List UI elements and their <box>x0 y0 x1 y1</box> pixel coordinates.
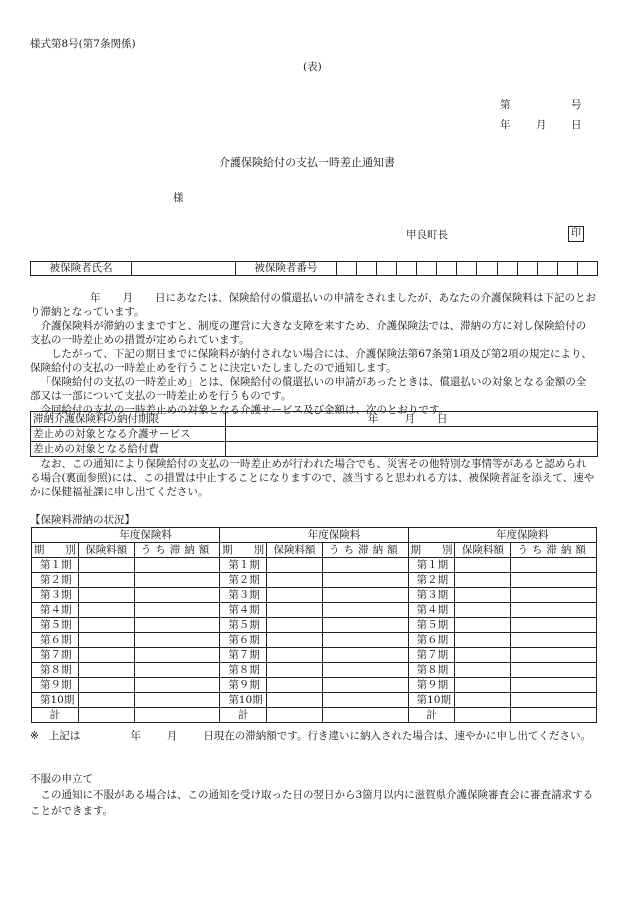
overdue-cell <box>323 693 409 708</box>
overdue-cell <box>511 618 597 633</box>
table-row <box>32 618 597 633</box>
notice-paragraph: なお、この通知により保険給付の支払の一時差止めが行われた場合でも、災害その他特別な事情等があると認められる場合(裏面参照)には、この措置は中止することになりますので、該当すると思われる方は、被保険者証を添えて、速やかに保健福祉課に申し出てください。 <box>30 458 595 498</box>
deadline-value <box>226 412 598 427</box>
insured-number-cell <box>577 262 597 276</box>
period-label: 第６期 <box>408 633 455 648</box>
period-label: 第２期 <box>32 573 79 588</box>
amount-cell <box>455 618 511 633</box>
total-amount-cell <box>267 708 323 723</box>
period-label: 第２期 <box>408 573 455 588</box>
date-nen: 年 <box>500 119 511 131</box>
col-overdue-header: うち滞納額 <box>511 543 597 558</box>
service-label: 差止めの対象となる介護サービス <box>31 427 226 442</box>
total-amount-cell <box>455 708 511 723</box>
insured-number-cell <box>357 262 377 276</box>
total-label: 計 <box>408 708 455 723</box>
period-label: 第９期 <box>32 678 79 693</box>
overdue-cell <box>134 678 220 693</box>
table-row <box>32 558 597 573</box>
amount-cell <box>455 678 511 693</box>
period-label: 第６期 <box>220 633 267 648</box>
col-amount-header: 保険料額 <box>78 543 134 558</box>
col-period-header: 期 別 <box>32 543 79 558</box>
col-amount-header: 保険料額 <box>455 543 511 558</box>
period-label: 第５期 <box>220 618 267 633</box>
overdue-cell <box>511 603 597 618</box>
p1-gatsu: 月 <box>122 292 133 304</box>
insured-name-value <box>132 262 235 276</box>
side-label: (表) <box>303 61 322 73</box>
col-period-header: 期 別 <box>408 543 455 558</box>
paragraph-4: 「保険給付の支払の一時差止め」とは、保険給付の償還払いの申請があったときは、償還払いの対象となる金額の全部又は一部について支払の一時差止めを行うものです。 <box>30 376 587 402</box>
appeal-heading: 不服の申立て <box>30 773 93 785</box>
total-overdue-cell <box>134 708 220 723</box>
total-label: 計 <box>32 708 79 723</box>
period-label: 第10期 <box>32 693 79 708</box>
total-overdue-cell <box>323 708 409 723</box>
overdue-cell <box>134 588 220 603</box>
deadline-gatsu: 月 <box>404 413 415 425</box>
table-row <box>32 663 597 678</box>
overdue-cell <box>134 648 220 663</box>
amount-cell <box>267 573 323 588</box>
period-label: 第10期 <box>408 693 455 708</box>
insured-number-cell <box>457 262 477 276</box>
doc-number-dai: 第 <box>500 99 511 111</box>
table-row <box>32 603 597 618</box>
overdue-cell <box>511 678 597 693</box>
footnote-line <box>30 729 596 743</box>
insured-number-label: 被保険者番号 <box>235 262 336 276</box>
amount-cell <box>78 648 134 663</box>
table-row <box>32 693 597 708</box>
footnote-gatsu: 月 <box>166 730 178 742</box>
amount-cell <box>78 618 134 633</box>
deadline-label: 滞納介護保険料の納付期限 <box>31 412 226 427</box>
amount-cell <box>267 663 323 678</box>
amount-cell <box>267 618 323 633</box>
amount-cell <box>267 693 323 708</box>
overdue-cell <box>134 573 220 588</box>
paragraph-1 <box>30 291 596 319</box>
col-overdue-header: うち滞納額 <box>323 543 409 558</box>
period-label: 第５期 <box>408 618 455 633</box>
amount-cell <box>78 663 134 678</box>
period-label: 第７期 <box>220 648 267 663</box>
year-header: 年度保険料 <box>32 528 220 543</box>
year-header: 年度保険料 <box>220 528 408 543</box>
amount-cell <box>78 558 134 573</box>
overdue-cell <box>323 633 409 648</box>
period-label: 第２期 <box>220 573 267 588</box>
insured-name-label: 被保険者氏名 <box>31 262 132 276</box>
insured-number-cell <box>397 262 417 276</box>
period-label: 第８期 <box>32 663 79 678</box>
p1-nen: 年 <box>90 292 101 304</box>
service-value <box>226 427 598 442</box>
total-amount-cell <box>78 708 134 723</box>
table-row <box>32 588 597 603</box>
overdue-cell <box>323 588 409 603</box>
col-period-header: 期 別 <box>220 543 267 558</box>
paragraph-5: 今回給付の支払の一時差止めの対象となる介護サービス及び金額は、次のとおりです。 <box>40 404 450 416</box>
overdue-cell <box>323 573 409 588</box>
benefit-value <box>226 442 598 457</box>
overdue-cell <box>323 663 409 678</box>
amount-cell <box>78 588 134 603</box>
paragraph-3: したがって、下記の期日までに保険料が納付されない場合には、介護保険法第67条第1項及び第2項の規定により、保険給付の支払の一時差止めを行うことに決定いたしましたので通知します。 <box>30 348 593 374</box>
table-row <box>32 573 597 588</box>
doc-number-gou: 号 <box>571 99 582 111</box>
table-row <box>32 678 597 693</box>
recipient-suffix: 様 <box>173 192 184 204</box>
total-label: 計 <box>220 708 267 723</box>
amount-cell <box>267 603 323 618</box>
amount-cell <box>267 558 323 573</box>
overdue-cell <box>511 573 597 588</box>
period-label: 第５期 <box>32 618 79 633</box>
arrears-status-table <box>31 527 597 723</box>
date-gatsu: 月 <box>536 119 547 131</box>
insured-number-cell <box>477 262 497 276</box>
overdue-cell <box>511 648 597 663</box>
table-row <box>32 648 597 663</box>
period-label: 第４期 <box>32 603 79 618</box>
overdue-cell <box>323 603 409 618</box>
amount-cell <box>267 588 323 603</box>
overdue-cell <box>323 618 409 633</box>
period-label: 第１期 <box>220 558 267 573</box>
footnote-text: 日現在の滞納額です。行き違いに納入された場合は、速やかに申し出てください。 <box>203 730 591 742</box>
insured-number-cell <box>417 262 437 276</box>
form-number: 様式第8号(第7条関係) <box>30 38 136 50</box>
period-label: 第７期 <box>408 648 455 663</box>
overdue-cell <box>511 558 597 573</box>
year-header: 年度保険料 <box>408 528 596 543</box>
overdue-cell <box>134 693 220 708</box>
period-label: 第９期 <box>220 678 267 693</box>
col-amount-header: 保険料額 <box>267 543 323 558</box>
footnote-nen: 年 <box>130 730 141 742</box>
footnote <box>30 729 596 743</box>
amount-cell <box>78 633 134 648</box>
amount-cell <box>267 678 323 693</box>
overdue-cell <box>511 693 597 708</box>
footnote-prefix: 上記は <box>48 730 81 742</box>
period-label: 第４期 <box>408 603 455 618</box>
period-label: 第６期 <box>32 633 79 648</box>
period-label: 第３期 <box>32 588 79 603</box>
insured-number-cell <box>377 262 397 276</box>
period-label: 第８期 <box>408 663 455 678</box>
overdue-cell <box>134 618 220 633</box>
footnote-mark: ※ <box>30 730 39 742</box>
appeal-text <box>30 787 596 819</box>
overdue-cell <box>323 648 409 663</box>
amount-cell <box>455 588 511 603</box>
p1-text: 日にあなたは、保険給付の償還払いの申請をされましたが、あなたの介護保険料は下記のとおり滞納となっています。 <box>30 292 596 318</box>
overdue-cell <box>134 663 220 678</box>
amount-cell <box>455 633 511 648</box>
table-row <box>32 633 597 648</box>
amount-cell <box>455 648 511 663</box>
document-title: 介護保険給付の支払一時差止通知書 <box>219 156 395 169</box>
overdue-cell <box>323 678 409 693</box>
amount-cell <box>78 693 134 708</box>
overdue-cell <box>511 588 597 603</box>
overdue-cell <box>134 603 220 618</box>
deadline-nichi: 日 <box>437 413 448 425</box>
amount-cell <box>78 573 134 588</box>
period-label: 第４期 <box>220 603 267 618</box>
body-text <box>30 291 596 417</box>
notice-text <box>30 457 596 499</box>
benefit-label: 差止めの対象となる給付費 <box>31 442 226 457</box>
overdue-cell <box>134 558 220 573</box>
amount-cell <box>455 573 511 588</box>
overdue-cell <box>511 633 597 648</box>
col-overdue-header: うち滞納額 <box>134 543 220 558</box>
insured-number-cell <box>497 262 517 276</box>
period-label: 第１期 <box>32 558 79 573</box>
amount-cell <box>455 603 511 618</box>
amount-cell <box>78 603 134 618</box>
seal-stamp: 印 <box>568 226 584 242</box>
deadline-nen: 年 <box>368 413 379 425</box>
amount-cell <box>78 678 134 693</box>
insured-number-cell <box>557 262 577 276</box>
amount-cell <box>455 663 511 678</box>
amount-cell <box>267 633 323 648</box>
insured-number-cell <box>437 262 457 276</box>
overdue-cell <box>134 633 220 648</box>
period-label: 第７期 <box>32 648 79 663</box>
period-label: 第３期 <box>408 588 455 603</box>
insured-number-cell <box>337 262 357 276</box>
issuer-name: 甲良町長 <box>406 229 448 241</box>
amount-cell <box>267 648 323 663</box>
insured-number-cell <box>537 262 557 276</box>
insured-number-cell <box>517 262 537 276</box>
paragraph-2: 介護保険料が滞納のままですと、制度の運営に大きな支障を来すため、介護保険法では、滞納の方に対し保険給付の支払の一時差止めの措置が定められています。 <box>30 320 587 346</box>
period-label: 第８期 <box>220 663 267 678</box>
insured-table <box>30 261 598 276</box>
period-label: 第１期 <box>408 558 455 573</box>
overdue-cell <box>511 663 597 678</box>
appeal-paragraph: この通知に不服がある場合は、この通知を受け取った日の翌日から3箇月以内に滋賀県介護保険審査会に審査請求することができます。 <box>30 789 594 817</box>
period-label: 第３期 <box>220 588 267 603</box>
period-label: 第10期 <box>220 693 267 708</box>
date-nichi: 日 <box>571 119 582 131</box>
suspension-info-table <box>30 411 598 457</box>
overdue-cell <box>323 558 409 573</box>
amount-cell <box>455 558 511 573</box>
period-label: 第９期 <box>408 678 455 693</box>
total-overdue-cell <box>511 708 597 723</box>
amount-cell <box>455 693 511 708</box>
status-heading: 【保険料滞納の状況】 <box>30 514 135 526</box>
